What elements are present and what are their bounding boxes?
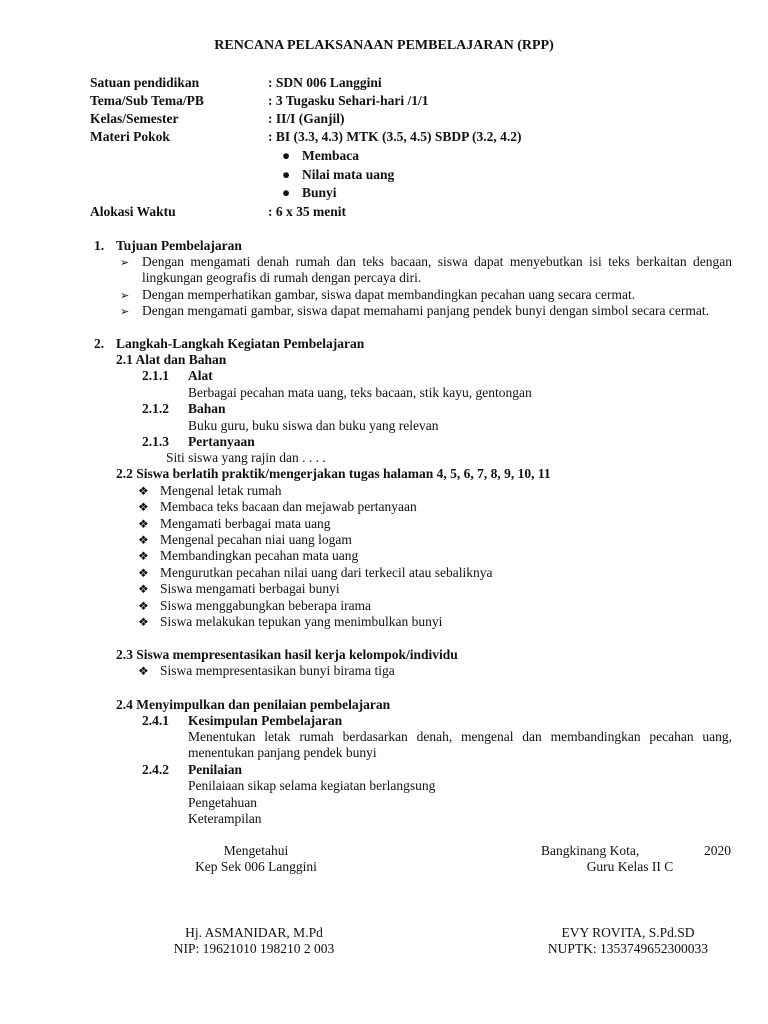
subsection-2-1-1-heading: Alat bbox=[188, 368, 213, 383]
section1-heading: Tujuan Pembelajaran bbox=[116, 238, 242, 253]
label-materi-pokok: Materi Pokok bbox=[90, 129, 170, 144]
diamond-bullet-icon: ❖ bbox=[138, 549, 149, 563]
diamond-bullet-icon: ❖ bbox=[138, 500, 149, 514]
signature-right-place: Bangkinang Kota, bbox=[541, 843, 640, 858]
value-materi-pokok: : BI (3.3, 4.3) MTK (3.5, 4.5) SBDP (3.2, 4.2) bbox=[268, 129, 522, 144]
bullet-icon: ● bbox=[282, 185, 291, 200]
section1-number: 1. bbox=[94, 238, 105, 253]
value-kelas-semester: : II/I (Ganjil) bbox=[268, 111, 345, 126]
section2-number: 2. bbox=[94, 336, 105, 351]
subsection-2-4-1-number: 2.4.1 bbox=[142, 713, 169, 728]
penilaian-item: Keterampilan bbox=[188, 811, 262, 826]
label-alokasi-waktu: Alokasi Waktu bbox=[90, 204, 176, 219]
list-item: ❖ Siswa menggabungkan beberapa irama bbox=[138, 598, 372, 613]
list-item: ❖ Membaca teks bacaan dan mejawab pertanyaan bbox=[138, 499, 417, 514]
subsection-2-1: 2.1 Alat dan Bahan bbox=[116, 352, 227, 367]
bahan-text: Buku guru, buku siswa dan buku yang relevan bbox=[188, 418, 439, 433]
arrow-icon: ➢ bbox=[120, 306, 130, 318]
signature-right-year: 2020 bbox=[704, 843, 731, 858]
diamond-bullet-icon: ❖ bbox=[138, 566, 149, 580]
signature-left-title: Kep Sek 006 Langgini bbox=[195, 859, 317, 874]
diamond-bullet-icon: ❖ bbox=[138, 599, 149, 613]
alat-text: Berbagai pecahan mata uang, teks bacaan, stik kayu, gentongan bbox=[188, 385, 532, 400]
subsection-2-1-2-number: 2.1.2 bbox=[142, 401, 169, 416]
list-item: ❖ Mengenal pecahan niai uang logam bbox=[138, 532, 352, 547]
diamond-bullet-icon: ❖ bbox=[138, 582, 149, 596]
list-item: ❖ Siswa melakukan tepukan yang menimbulkan bunyi bbox=[138, 614, 443, 629]
bullet-icon: ● bbox=[282, 148, 291, 163]
materi-item: ● Membaca bbox=[282, 148, 359, 163]
diamond-bullet-icon: ❖ bbox=[138, 615, 149, 629]
arrow-icon: ➢ bbox=[120, 290, 130, 302]
pertanyaan-text: Siti siswa yang rajin dan . . . . bbox=[166, 450, 326, 465]
subsection-2-4-1-heading: Kesimpulan Pembelajaran bbox=[188, 713, 343, 728]
tujuan-item-1-line2: lingkungan geografis di rumah dengan percaya diri. bbox=[142, 270, 422, 285]
subsection-2-4-2-heading: Penilaian bbox=[188, 762, 243, 777]
label-kelas-semester: Kelas/Semester bbox=[90, 111, 179, 126]
label-satuan-pendidikan: Satuan pendidikan bbox=[90, 75, 200, 90]
list-item: ❖ Siswa mengamati berbagai bunyi bbox=[138, 581, 340, 596]
label-tema: Tema/Sub Tema/PB bbox=[90, 93, 204, 108]
signature-left-name: Hj. ASMANIDAR, M.Pd bbox=[185, 925, 323, 940]
tujuan-item-1-line1: Dengan mengamati denah rumah dan teks bacaan, siswa dapat menyebutkan isi teks berkaitan dengan bbox=[142, 254, 732, 269]
subsection-2-4: 2.4 Menyimpulkan dan penilaian pembelajaran bbox=[116, 697, 391, 712]
value-satuan-pendidikan: : SDN 006 Langgini bbox=[268, 75, 382, 90]
list-item: ❖ Mengurutkan pecahan nilai uang dari terkecil atau sebaliknya bbox=[138, 565, 493, 580]
subsection-2-1-1-number: 2.1.1 bbox=[142, 368, 169, 383]
tujuan-item-3: Dengan mengamati gambar, siswa dapat memahami panjang pendek bunyi dengan simbol secara cermat. bbox=[142, 303, 710, 318]
diamond-bullet-icon: ❖ bbox=[138, 484, 149, 498]
subsection-2-1-3-heading: Pertanyaan bbox=[188, 434, 255, 449]
list-item: ❖ Mengenal letak rumah bbox=[138, 483, 282, 498]
signature-left-id: NIP: 19621010 198210 2 003 bbox=[173, 941, 335, 956]
document-title: RENCANA PELAKSANAAN PEMBELAJARAN (RPP) bbox=[214, 38, 554, 53]
subsection-2-3: 2.3 Siswa mempresentasikan hasil kerja kelompok/individu bbox=[116, 647, 458, 662]
tujuan-item-2: Dengan memperhatikan gambar, siswa dapat membandingkan pecahan uang secara cermat. bbox=[142, 287, 636, 302]
section2-heading: Langkah-Langkah Kegiatan Pembelajaran bbox=[116, 336, 365, 351]
list-item: ❖ Mengamati berbagai mata uang bbox=[138, 516, 331, 531]
value-tema: : 3 Tugasku Sehari-hari /1/1 bbox=[268, 93, 429, 108]
signature-right-id: NUPTK: 1353749652300033 bbox=[547, 941, 709, 956]
diamond-bullet-icon: ❖ bbox=[138, 664, 149, 678]
diamond-bullet-icon: ❖ bbox=[138, 517, 149, 531]
diamond-bullet-icon: ❖ bbox=[138, 533, 149, 547]
kesimpulan-line2: menentukan panjang pendek bunyi bbox=[188, 745, 377, 760]
bullet-icon: ● bbox=[282, 167, 291, 182]
list-item: ❖ Siswa mempresentasikan bunyi birama tiga bbox=[138, 663, 395, 678]
list-item: ❖ Membandingkan pecahan mata uang bbox=[138, 548, 359, 563]
materi-item: ● Bunyi bbox=[282, 185, 337, 200]
kesimpulan-line1: Menentukan letak rumah berdasarkan denah, mengenal dan membandingkan pecahan uang, bbox=[188, 729, 732, 744]
penilaian-item: Penilaiaan sikap selama kegiatan berlangsung bbox=[188, 778, 436, 793]
value-alokasi-waktu: : 6 x 35 menit bbox=[268, 204, 346, 219]
subsection-2-1-2-heading: Bahan bbox=[188, 401, 226, 416]
subsection-2-2: 2.2 Siswa berlatih praktik/mengerjakan tugas halaman 4, 5, 6, 7, 8, 9, 10, 11 bbox=[116, 466, 551, 481]
signature-left-caption: Mengetahui bbox=[223, 843, 289, 858]
signature-right-title: Guru Kelas II C bbox=[586, 859, 674, 874]
subsection-2-1-3-number: 2.1.3 bbox=[142, 434, 169, 449]
subsection-2-4-2-number: 2.4.2 bbox=[142, 762, 169, 777]
arrow-icon: ➢ bbox=[120, 257, 130, 269]
materi-item: ● Nilai mata uang bbox=[282, 167, 395, 182]
penilaian-item: Pengetahuan bbox=[188, 795, 257, 810]
signature-right-name: EVY ROVITA, S.Pd.SD bbox=[561, 925, 695, 940]
